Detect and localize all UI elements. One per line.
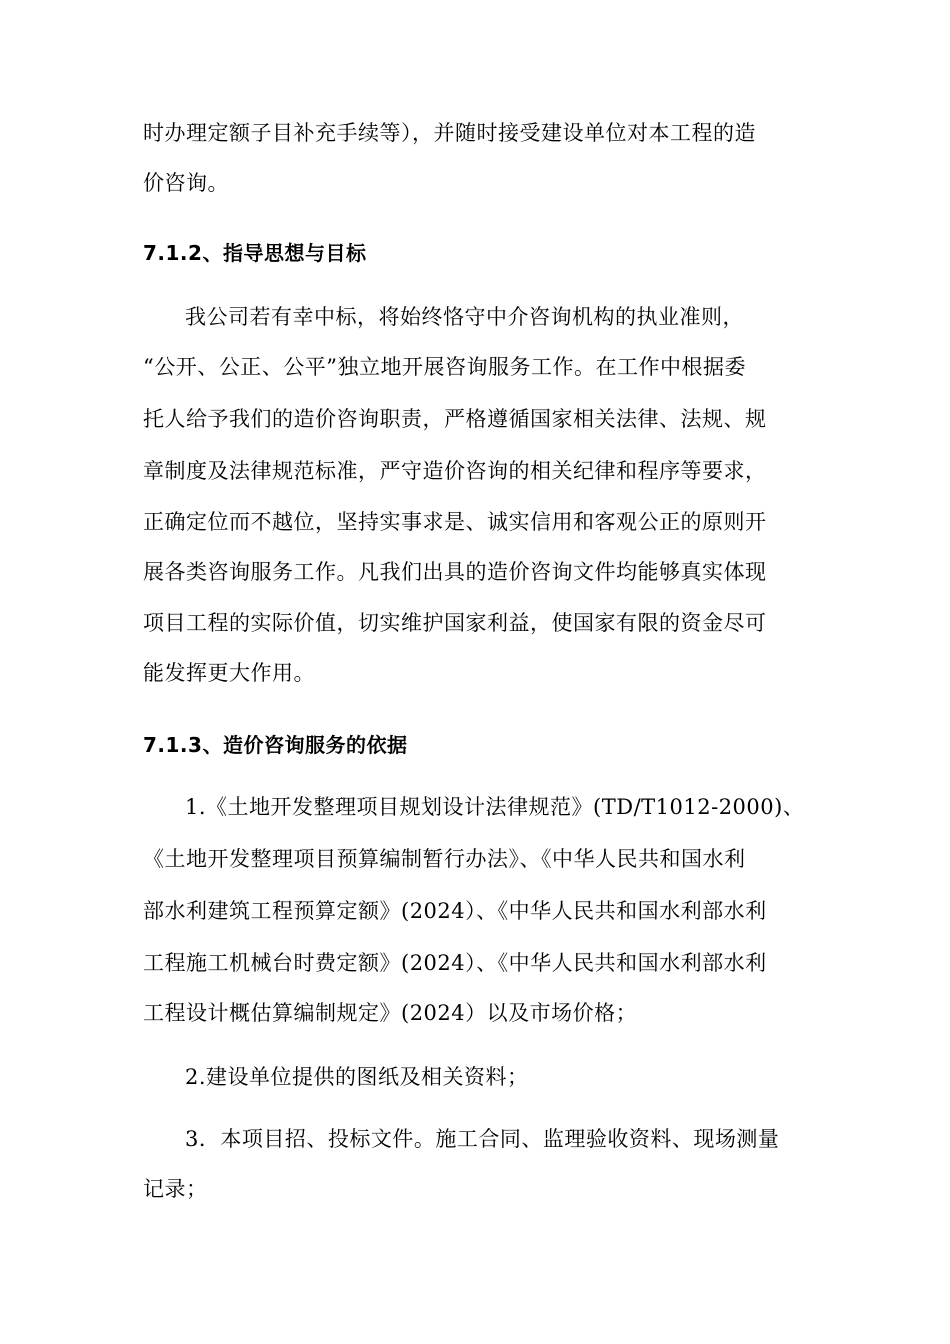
paragraph-line: 项目工程的实际价值，切实维护国家利益，使国家有限的资金尽可	[143, 611, 767, 635]
paragraph-line: “公开、公正、公平”独立地开展咨询服务工作。在工作中根据委	[143, 355, 746, 379]
list-item-line: 3．本项目招、投标文件。施工合同、监理验收资料、现场测量	[185, 1127, 780, 1151]
paragraph-line: 正确定位而不越位，坚持实事求是、诚实信用和客观公正的原则开	[143, 510, 767, 534]
section-heading-7-1-2: 7.1.2、指导思想与目标	[143, 241, 367, 265]
list-item-line: 《土地开发整理项目预算编制暂行办法》、《中华人民共和国水利	[143, 847, 746, 871]
list-item-line: 工程施工机械台时费定额》(2024）、《中华人民共和国水利部水利	[143, 951, 767, 975]
list-item-line: 部水利建筑工程预算定额》(2024）、《中华人民共和国水利部水利	[143, 899, 767, 923]
paragraph-line: 托人给予我们的造价咨询职责，严格遵循国家相关法律、法规、规	[143, 407, 767, 431]
list-item-line: 1.《土地开发整理项目规划设计法律规范》(TD/T1012-2000)、	[185, 795, 805, 819]
paragraph-line: 我公司若有幸中标，将始终恪守中介咨询机构的执业准则，	[185, 305, 744, 329]
paragraph-line: 展各类咨询服务工作。凡我们出具的造价咨询文件均能够真实体现	[143, 560, 767, 584]
paragraph-line: 价咨询。	[143, 171, 229, 195]
list-item-line: 2.建设单位提供的图纸及相关资料；	[185, 1065, 529, 1089]
list-item-line: 工程设计概估算编制规定》(2024）以及市场价格；	[143, 1001, 638, 1025]
paragraph-line: 能发挥更大作用。	[143, 661, 315, 685]
list-item-line: 记录；	[143, 1177, 208, 1201]
section-heading-7-1-3: 7.1.3、造价咨询服务的依据	[143, 733, 408, 757]
paragraph-line: 时办理定额子目补充手续等），并随时接受建设单位对本工程的造	[143, 121, 756, 145]
paragraph-line: 章制度及法律规范标准，严守造价咨询的相关纪律和程序等要求，	[143, 459, 767, 483]
